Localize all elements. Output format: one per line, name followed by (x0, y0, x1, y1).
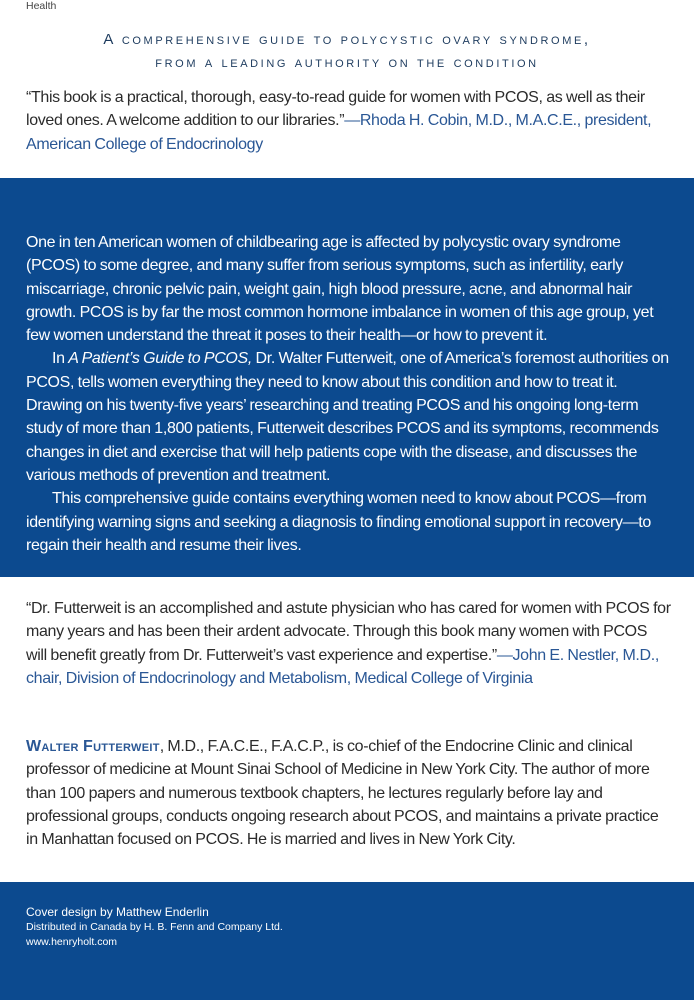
author-name: Walter Futterweit (26, 738, 160, 755)
author-bio (26, 735, 671, 851)
quote-attribution: —John E. Nestler, M.D., chair, Division of Endocrinology and Metabolism, Medical College of Virginia (26, 646, 659, 687)
quote-text: “Dr. Futterweit is an accomplished and astute physician who has cared for women with PCOS for many years and has been their ardent advocate. Through this book many women with PCOS will benefit greatly from Dr. Futterweit’s vast experience and expertise.” (26, 600, 671, 664)
description-paragraph-2 (26, 347, 671, 487)
book-description (26, 231, 671, 557)
book-title: A Patient’s Guide to PCOS, (68, 350, 252, 368)
endorsement-quote-2 (26, 597, 671, 690)
text: Dr. Walter Futterweit, one of America’s foremost authorities on PCOS, tells women everything they need to know about this condition and how to treat it. Drawing on his twenty-five years’ researching and treating PCOS and his ongoing long-term study of more than 1,800 patients, Futterweit describes PCOS and its symptoms, recommends changes in diet and exercise that will help patients cope with the disease, and discusses the various methods of prevention and treatment. (26, 350, 669, 484)
description-paragraph-1: One in ten American women of childbearing age is affected by polycystic ovary syndrome (PCOS) to some degree, and many suffer from serious symptoms, such as infertility, early miscarriage, chronic pelvic pain, weight gain, high blood pressure, acne, and abnormal hair growth. PCOS is by far the most common hormone imbalance in women of this age group, yet few women understand the threat it poses to their health—or how to prevent it. (26, 234, 654, 345)
text: In (52, 350, 69, 368)
description-paragraph-3: This comprehensive guide contains everything women need to know about PCOS—from identifying warning signs and seeking a diagnosis to finding emotional support in recovery—to regain their health and resume their lives. (26, 490, 651, 554)
credits (26, 905, 283, 950)
publisher-website: www.henryholt.com (26, 936, 118, 948)
headline-line-1: A comprehensive guide to polycystic ovary syndrome, (103, 31, 591, 48)
distribution-credit: Distributed in Canada by H. B. Fenn and Company Ltd. (26, 921, 283, 933)
endorsement-quote-1 (26, 86, 671, 156)
quote-text: “This book is a practical, thorough, easy-to-read guide for women with PCOS, as well as their loved ones. A welcome addition to our libraries.” (26, 89, 645, 130)
headline (0, 28, 694, 74)
quote-attribution: —Rhoda H. Cobin, M.D., M.A.C.E., president, American College of Endocrinology (26, 112, 652, 153)
category-label: Health (26, 0, 57, 12)
bio-text: , M.D., F.A.C.E., F.A.C.P., is co-chief of the Endocrine Clinic and clinical professor of medicine at Mount Sinai School of Medicine in New York City. The author of more than 100 papers and numerous textbook chapters, he lectures regularly before lay and professional groups, conducts ongoing research about PCOS, and maintains a private practice in Manhattan focused on PCOS. He is married and lives in New York City. (26, 738, 659, 849)
cover-design-credit: Cover design by Matthew Enderlin (26, 905, 209, 919)
headline-line-2: from a leading authority on the condition (155, 54, 539, 71)
